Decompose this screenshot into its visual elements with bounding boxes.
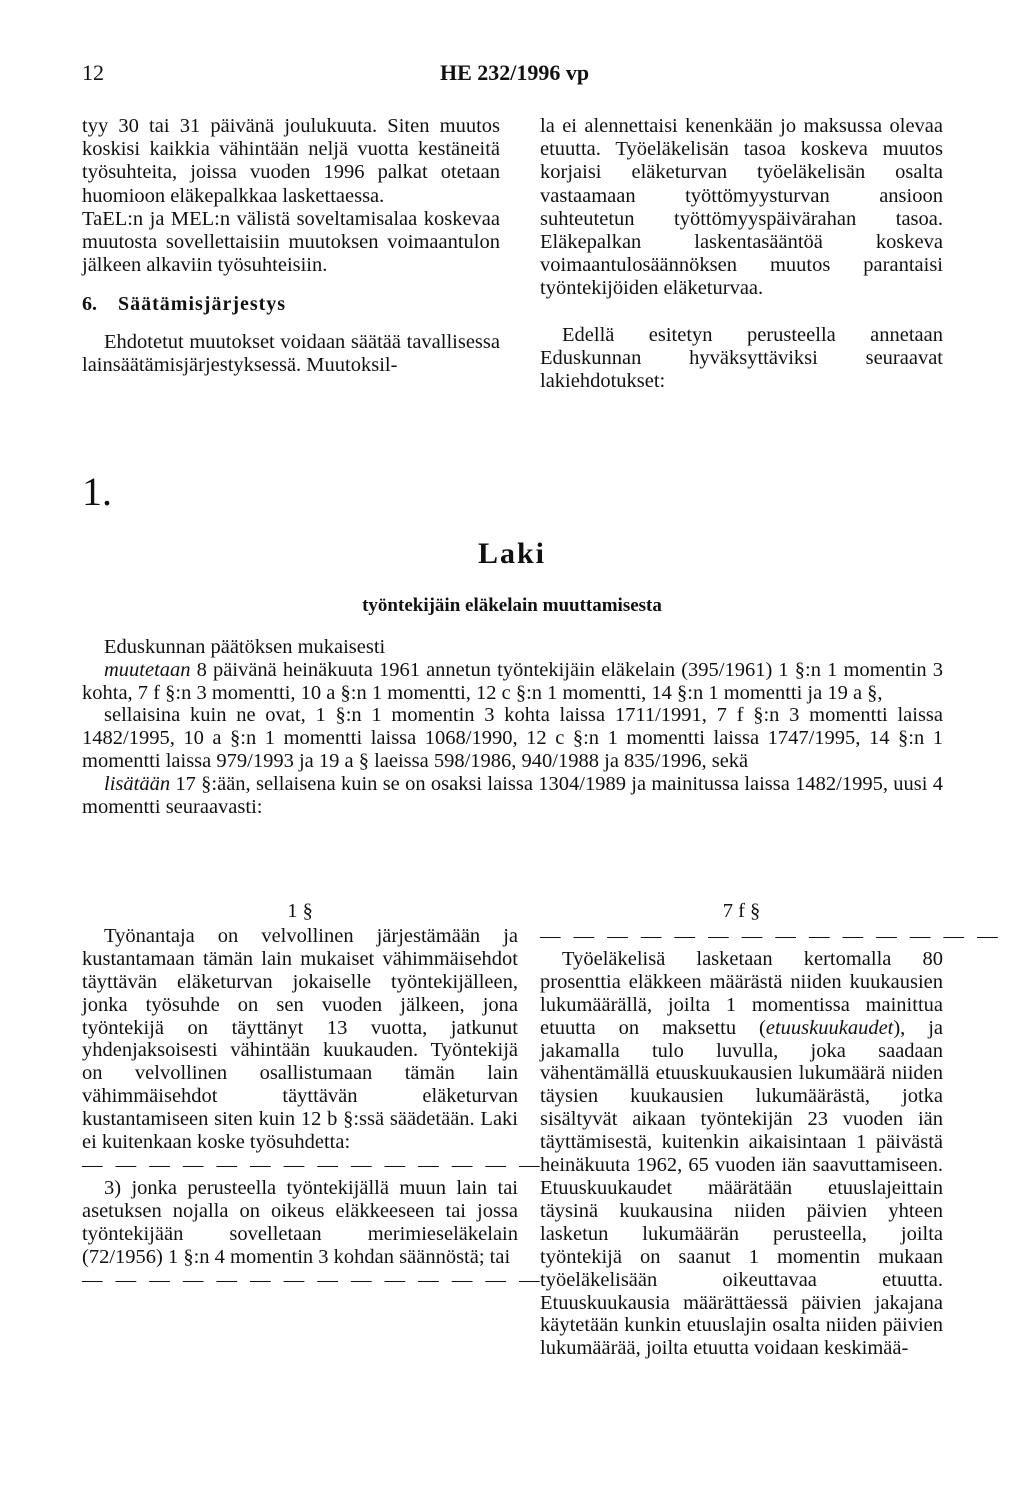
section-7f-paragraph bbox=[540, 948, 943, 1360]
paragraph-continuation-right: la ei alennettaisi kenenkään jo maksussa olevaa etuutta. Työeläkelisän tasoa koskeva muutos korjaisi eläketurvan työeläkelisän osalta vastaamaan työttömyysturvan ansioon suhteutetun työttömyyspäivärahan tasoa. Eläkepalkan laskentasääntöä koskeva voimaantulosäännöksen muutos parantaisi työntekijöiden eläketurvaa. bbox=[540, 115, 943, 300]
section-1-omission-dashes: — — — — — — — — — — — — — — bbox=[82, 1153, 544, 1176]
section-1-label: 1 § bbox=[287, 900, 313, 922]
section-1-paragraph: Työnantaja on velvollinen järjestämään ja kustantamaan tämän lain mukaiset vähimmäisehdot täyttävän eläketurvan jokaiselle työntekijälleen, jonka työsuhde on sen vuoden jälkeen, jona työntekijä on täyttänyt 13 vuotta, jatkunut yhdenjaksoisesti vähintään kuukauden. Työntekijä on velvollinen osallistumaan tämän lain vähimmäisehdot täyttävän eläketurvan kustantamiseen siten kuin 12 b §:ssä säädetään. Laki ei kuitenkaan koske työsuhdetta: bbox=[82, 924, 518, 1154]
paragraph-tael-mel: TaEL:n ja MEL:n välistä soveltamisalaa koskevaa muutosta sovellettaisiin muutoksen voimaantulon jälkeen alkaviin työsuhteisiin. bbox=[82, 207, 500, 277]
preamble-as: sellaisina kuin ne ovat, 1 §:n 1 momentin 3 kohta laissa 1711/1991, 7 f §:n 3 momentti laissa 1482/1995, 10 a §:n 1 momentti laissa 1068/1990, 12 c §:n 1 momentti laissa 1747/1995, 14 §:n 1 momentti laissa 979/1993 ja 19 a § laeissa 598/1986, 940/1988 ja 835/1996, sekä bbox=[82, 704, 943, 772]
preamble-add bbox=[82, 773, 943, 819]
right-column-intro bbox=[540, 115, 943, 393]
section-1-item-3: 3) jonka perusteella työntekijällä muun lain tai asetuksen nojalla on oikeus eläkkeeseen tai jossa työntekijään sovelletaan merimieseläkelain (72/1956) 1 §:n 4 momentin 3 kohdan säännöstä; tai bbox=[82, 1176, 518, 1268]
amend-keyword: muutetaan bbox=[104, 658, 191, 681]
law-number: 1. bbox=[82, 469, 112, 514]
amend-text: 8 päivänä heinäkuuta 1961 annetun työntekijäin eläkelain (395/1961) 1 §:n 1 momentin 3 kohta, 7 f §:n 3 momentti, 10 a §:n 1 momentti, 12 c §:n 1 momentti, 14 §:n 1 momentti ja 19 a §, bbox=[82, 658, 943, 704]
preamble-intro: Eduskunnan päätöksen mukaisesti bbox=[104, 636, 386, 658]
section-7f-label: 7 f § bbox=[722, 900, 761, 922]
section-1-column bbox=[82, 900, 544, 1292]
preamble-amend bbox=[82, 659, 943, 705]
add-keyword: lisätään bbox=[104, 772, 171, 795]
section-7f-omission-dashes: — — — — — — — — — — — — — — bbox=[540, 924, 1002, 947]
law-title: Laki bbox=[477, 537, 547, 570]
paragraph-proposal: Edellä esitetyn perusteella annetaan Eduskunnan hyväksyttäviksi seuraavat lakiehdotukset: bbox=[540, 323, 943, 393]
law-preamble bbox=[82, 636, 943, 818]
section-7f-text-b: ), ja jakamalla tulo luvulla, joka saadaan vähentämällä etuuskuukausien lukumäärä niiden täysien kuukausien lukumäärästä, jotka sisältyvät aikaan työntekijän 23 vuoden iän täyttämisestä, kuitenkin aikaisintaan 1 päivästä heinäkuuta 1962, 65 vuoden iän saavuttamiseen. Etuuskuukaudet määrätään etuuslajeittain täysinä kuukausina niiden päivien yhteen lasketun lukumäärän perusteella, joilta työntekijä on saanut 1 momentin mukaan työeläkelisään oikeuttavaa etuutta. Etuuskuukausia määrättäessä päivien jakajana käytetään kunkin etuuslajin osalta niiden päivien lukumäärää, joilta etuutta voidaan keskimää- bbox=[540, 1016, 944, 1360]
section-7f-text-a: Työeläkelisä lasketaan kertomalla 80 prosenttia eläkkeen määrästä niiden kuukausien lukumäärällä, joilta 1 momentissa mainittua etuutta on maksettu ( bbox=[540, 947, 943, 1039]
document-reference: HE 232/1996 vp bbox=[440, 60, 590, 85]
page-number: 12 bbox=[82, 60, 104, 85]
add-text: 17 §:ään, sellaisena kuin se on osaksi laissa 1304/1989 ja mainitussa laissa 1482/1995, uusi 4 momentti seuraavasti: bbox=[82, 772, 943, 818]
section-title: Säätämisjärjestys bbox=[118, 293, 287, 316]
law-subtitle: työntekijäin eläkelain muuttamisesta bbox=[362, 595, 662, 616]
section-heading bbox=[82, 293, 500, 316]
section-1-end-dashes: — — — — — — — — — — — — — — bbox=[82, 1268, 544, 1291]
section-number: 6. bbox=[82, 293, 97, 316]
paragraph-continuation: tyy 30 tai 31 päivänä joulukuuta. Siten muutos koskisi kaikkia vähintään neljä vuotta kestäneitä työsuhteita, joissa vuoden 1996 palkat otetaan huomioon eläkepalkkaa laskettaessa. bbox=[82, 115, 500, 207]
left-column-intro bbox=[82, 115, 500, 377]
section-7f-term: etuuskuukaudet bbox=[765, 1016, 894, 1039]
section-7f-column bbox=[540, 900, 1002, 1360]
paragraph-legislative-order: Ehdotetut muutokset voidaan säätää tavallisessa lainsäätämisjärjestyksessä. Muutoksil- bbox=[82, 330, 500, 376]
